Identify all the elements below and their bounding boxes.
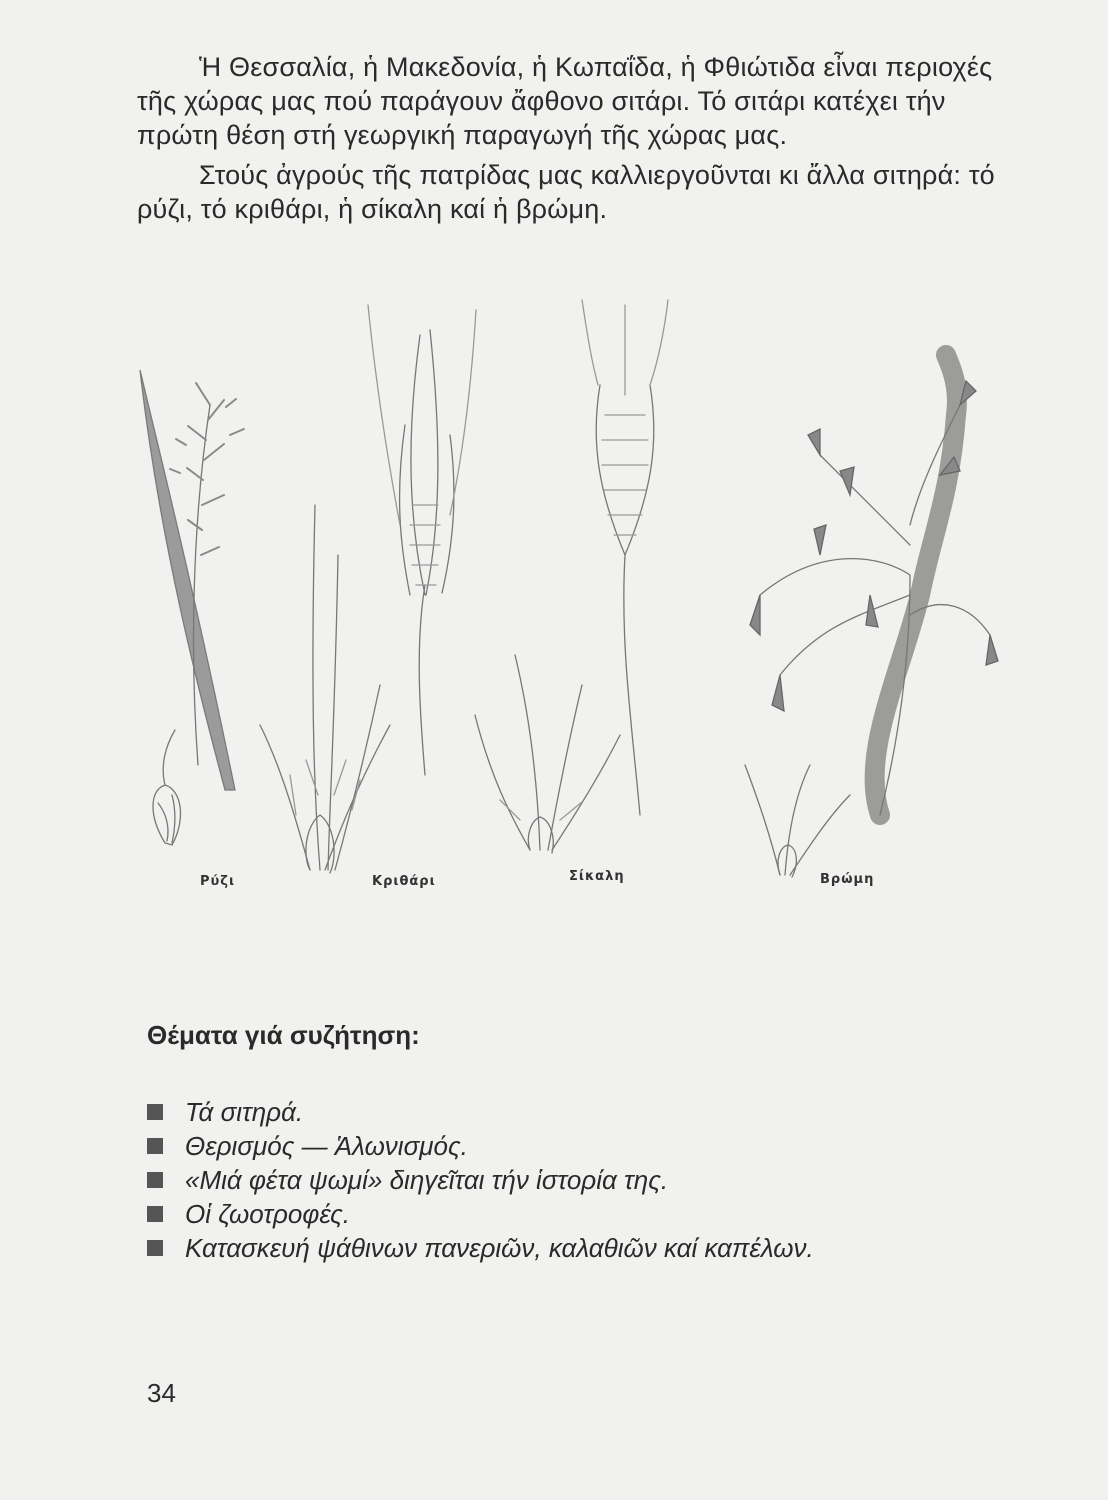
square-bullet-icon	[147, 1172, 163, 1188]
cereals-paragraph-text: Στούς ἀγρούς τῆς πατρίδας μας καλλιεργοῦνται κι ἄλλα σιτηρά: τό ρύζι, τό κριθάρι, ἡ σίκαλη καί ἡ βρώμη.	[137, 160, 995, 224]
rice-plant-drawing	[140, 370, 244, 845]
topic-text: «Μιά φέτα ψωμί» διηγεῖται τήν ἱστορία της.	[185, 1164, 669, 1195]
list-item	[147, 1197, 814, 1231]
caption-barley: Κριθάρι	[372, 874, 436, 889]
list-item	[147, 1129, 814, 1163]
caption-rye: Σίκαλη	[569, 869, 625, 884]
topic-text: Κατασκευή ψάθινων πανεριῶν, καλαθιῶν καί καπέλων.	[185, 1232, 814, 1263]
cereals-paragraph	[137, 158, 1007, 226]
square-bullet-icon	[147, 1104, 163, 1120]
topic-text: Θερισμός — Ἁλωνισμός.	[185, 1130, 468, 1161]
caption-oat: Βρώμη	[820, 872, 875, 887]
square-bullet-icon	[147, 1138, 163, 1154]
square-bullet-icon	[147, 1240, 163, 1256]
discussion-topics-list	[147, 1095, 814, 1265]
intro-paragraph-text: Ἡ Θεσσαλία, ἡ Μακεδονία, ἡ Κωπαΐδα, ἡ Φθιώτιδα εἶναι περιοχές τῆς χώρας μας πού παράγουν ἄφθονο σιτάρι. Τό σιτάρι κατέχει τήν πρώτη θέση στή γεωργική παραγωγή τῆς χώρας μας.	[137, 52, 993, 150]
cereals-illustration	[120, 295, 1020, 915]
barley-plant-drawing	[260, 305, 476, 873]
rye-plant-drawing	[475, 300, 668, 853]
discussion-heading: Θέματα γιά συζήτηση:	[147, 1020, 420, 1050]
list-item	[147, 1231, 814, 1265]
list-item	[147, 1095, 814, 1129]
page-number: 34	[147, 1378, 176, 1408]
intro-paragraph	[137, 50, 1007, 152]
square-bullet-icon	[147, 1206, 163, 1222]
topic-text: Οἱ ζωοτροφές.	[185, 1198, 350, 1229]
topic-text: Τά σιτηρά.	[185, 1096, 304, 1127]
list-item	[147, 1163, 814, 1197]
caption-rice: Ρύζι	[200, 874, 236, 889]
oat-plant-drawing	[745, 355, 998, 877]
